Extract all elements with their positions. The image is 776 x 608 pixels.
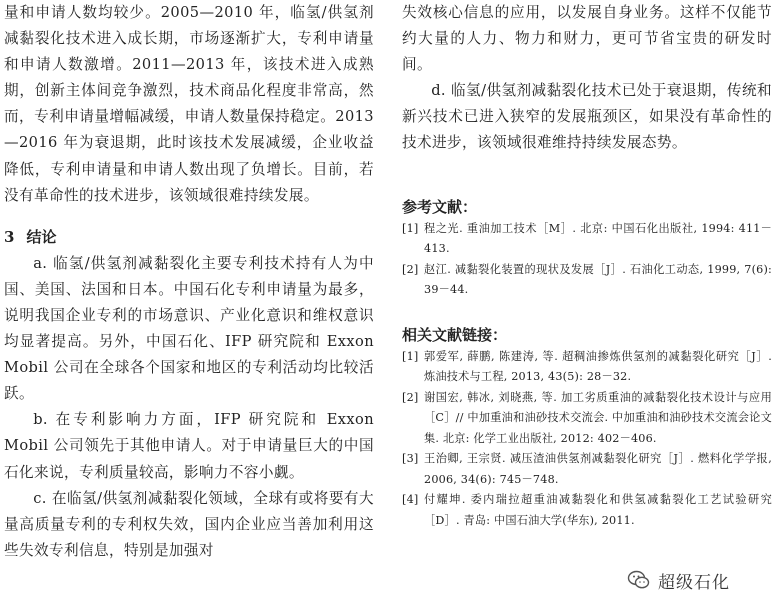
wechat-watermark [626,566,771,594]
right-column [402,0,772,531]
reference-item [402,260,772,301]
related-text: 王治卿, 王宗贤. 减压渣油供氢剂减黏裂化研究［J］. 燃料化学学报, 2006, 34(6): 745－748. [424,452,772,486]
related-number: [4] [402,493,419,507]
body-paragraph-continued: 失效核心信息的应用，以发展自身业务。这样不仅能节约大量的人力、物力和财力，更可节省宝贵的研发时间。 [402,4,772,74]
watermark-text: 超级石化 [658,572,730,593]
body-paragraph: 量和申请人数均较少。2005—2010 年，临氢/供氢剂减黏裂化技术进入成长期，市场逐渐扩大，专利申请量和申请人数激增。2011—2013 年，该技术进入成熟期，创新主体间竞争激烈，技术商品化程度非常高，然而，专利申请量增幅减缓，申请人数量保持稳定。2013—2016 年为衰退期，此时该技术发展减缓，企业收益降低，专利申请量和申请人数出现了负增长。目前，若没有革命性的技术进步，该领域很难持续发展。 [4,4,374,204]
related-text: 谢国宏, 韩冰, 刘晓燕, 等. 加工劣质重油的减黏裂化技术设计与应用［C］// 中加重油和油砂技术交流会. 中加重油和油砂技术交流会论文集. 北京: 化学工业出版社, 2012: 402－406. [424,390,772,445]
reference-item [402,219,772,260]
related-item [402,490,772,531]
reference-number: [1] [402,221,419,235]
references-heading: 参考文献： [402,197,478,216]
related-number: [3] [402,452,419,466]
related-item [402,449,772,490]
section-heading [4,223,374,251]
left-column [4,0,374,564]
wechat-icon [626,567,652,593]
conclusion-paragraph-a: a. 临氢/供氢剂减黏裂化主要专利技术持有人为中国、美国、法国和日本。中国石化专利申请量为最多，说明我国企业专利的市场意识、产业化意识和维权意识均显著提高。另外，中国石化、IFP 研究院和 Exxon Mobil 公司在全球各个国家和地区的专利活动均比较活跃。 [4,254,374,403]
related-links-heading: 相关文献链接： [402,325,508,344]
related-number: [2] [402,390,419,404]
reference-text: 程之光. 重油加工技术［M］. 北京: 中国石化出版社, 1994: 411－413. [424,221,772,256]
reference-text: 赵江. 减黏裂化装置的现状及发展［J］. 石油化工动态, 1999, 7(6): 39－44. [424,262,772,297]
references-list [402,219,772,301]
section-title: 结论 [26,227,57,246]
related-item [402,347,772,388]
conclusion-paragraph-c: c. 在临氢/供氢剂减黏裂化领域，全球有或将要有大量高质量专利的专利权失效，国内企业应当善加利用这些失效专利信息，特别是加强对 [4,489,374,559]
conclusion-paragraph-b: b. 在专利影响力方面，IFP 研究院和 Exxon Mobil 公司领先于其他申请人。对于申请量巨大的中国石化来说，专利质量较高，影响力不容小觑。 [4,411,374,481]
related-links-list [402,347,772,532]
reference-number: [2] [402,262,419,276]
related-text: 郭爱军, 薛鹏, 陈建涛, 等. 超稠油掺炼供氢剂的减黏裂化研究［J］. 炼油技术与工程, 2013, 43(5): 28－32. [424,349,772,384]
related-text: 付耀坤. 委内瑞拉超重油减黏裂化和供氢减黏裂化工艺试验研究［D］. 青岛: 中国石油大学(华东), 2011. [424,493,772,527]
conclusion-paragraph-d: d. 临氢/供氢剂减黏裂化技术已处于衰退期，传统和新兴技术已进入狭窄的发展瓶颈区，如果没有革命性的技术进步，该领域很难维持持续发展态势。 [402,82,772,152]
related-number: [1] [402,349,419,363]
related-item [402,388,772,450]
section-number: 3 [4,227,15,246]
